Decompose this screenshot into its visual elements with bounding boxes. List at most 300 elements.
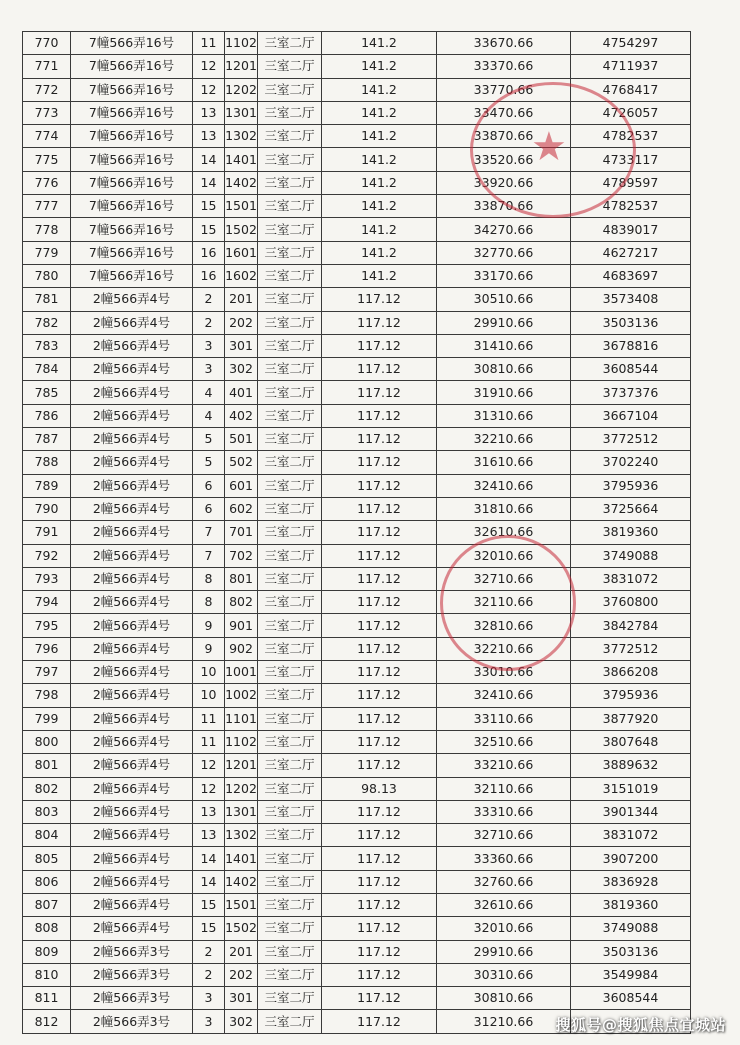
table-row (23, 497, 691, 520)
cell-area: 141.2 (322, 195, 437, 218)
cell-row-no: 780 (23, 264, 71, 287)
table-row (23, 218, 691, 241)
cell-total-price: 3608544 (571, 358, 691, 381)
cell-unit-price: 33170.66 (437, 264, 571, 287)
cell-area: 117.12 (322, 730, 437, 753)
cell-layout: 三室二厅 (258, 777, 322, 800)
cell-row-no: 774 (23, 125, 71, 148)
cell-unit-price: 32810.66 (437, 614, 571, 637)
cell-total-price: 3737376 (571, 381, 691, 404)
cell-floor: 3 (193, 334, 225, 357)
cell-total-price: 3795936 (571, 474, 691, 497)
cell-building: 2幢566弄3号 (71, 987, 193, 1010)
cell-building: 2幢566弄4号 (71, 451, 193, 474)
cell-area: 117.12 (322, 614, 437, 637)
cell-area: 141.2 (322, 32, 437, 55)
cell-building: 2幢566弄4号 (71, 637, 193, 660)
cell-unit-price: 33520.66 (437, 148, 571, 171)
cell-row-no: 796 (23, 637, 71, 660)
cell-floor: 14 (193, 148, 225, 171)
cell-layout: 三室二厅 (258, 497, 322, 520)
cell-unit-price: 31810.66 (437, 497, 571, 520)
cell-layout: 三室二厅 (258, 637, 322, 660)
cell-building: 2幢566弄4号 (71, 824, 193, 847)
cell-layout: 三室二厅 (258, 428, 322, 451)
cell-building: 2幢566弄4号 (71, 800, 193, 823)
cell-floor: 13 (193, 824, 225, 847)
table-row (23, 101, 691, 124)
cell-total-price: 3503136 (571, 311, 691, 334)
cell-row-no: 800 (23, 730, 71, 753)
cell-unit-price: 33870.66 (437, 195, 571, 218)
cell-total-price: 3503136 (571, 940, 691, 963)
cell-area: 141.2 (322, 101, 437, 124)
cell-total-price: 3549984 (571, 963, 691, 986)
cell-unit-price: 33670.66 (437, 32, 571, 55)
cell-floor: 10 (193, 661, 225, 684)
cell-total-price: 4711937 (571, 55, 691, 78)
cell-floor: 10 (193, 684, 225, 707)
cell-unit-price: 33870.66 (437, 125, 571, 148)
cell-room: 302 (225, 358, 258, 381)
table-row (23, 707, 691, 730)
cell-unit-price: 31910.66 (437, 381, 571, 404)
cell-total-price: 4683697 (571, 264, 691, 287)
cell-layout: 三室二厅 (258, 940, 322, 963)
cell-total-price: 3678816 (571, 334, 691, 357)
cell-building: 7幢566弄16号 (71, 148, 193, 171)
cell-unit-price: 34270.66 (437, 218, 571, 241)
cell-unit-price: 33370.66 (437, 55, 571, 78)
cell-floor: 6 (193, 497, 225, 520)
cell-row-no: 799 (23, 707, 71, 730)
cell-layout: 三室二厅 (258, 55, 322, 78)
cell-room: 202 (225, 963, 258, 986)
cell-floor: 5 (193, 451, 225, 474)
cell-area: 141.2 (322, 78, 437, 101)
cell-room: 301 (225, 987, 258, 1010)
table-row (23, 567, 691, 590)
cell-row-no: 797 (23, 661, 71, 684)
cell-layout: 三室二厅 (258, 78, 322, 101)
cell-room: 1201 (225, 754, 258, 777)
cell-floor: 11 (193, 730, 225, 753)
cell-unit-price: 30810.66 (437, 358, 571, 381)
cell-room: 802 (225, 591, 258, 614)
cell-floor: 2 (193, 940, 225, 963)
cell-area: 141.2 (322, 55, 437, 78)
table-row (23, 288, 691, 311)
cell-room: 1402 (225, 870, 258, 893)
cell-layout: 三室二厅 (258, 218, 322, 241)
cell-total-price: 3831072 (571, 824, 691, 847)
cell-row-no: 791 (23, 521, 71, 544)
cell-floor: 8 (193, 591, 225, 614)
table-row (23, 148, 691, 171)
cell-building: 2幢566弄3号 (71, 1010, 193, 1033)
cell-floor: 3 (193, 358, 225, 381)
cell-unit-price: 33920.66 (437, 171, 571, 194)
table-row (23, 311, 691, 334)
cell-area: 117.12 (322, 497, 437, 520)
cell-total-price: 3760800 (571, 591, 691, 614)
cell-area: 141.2 (322, 171, 437, 194)
cell-building: 7幢566弄16号 (71, 241, 193, 264)
cell-area: 117.12 (322, 334, 437, 357)
cell-building: 7幢566弄16号 (71, 32, 193, 55)
cell-room: 1301 (225, 800, 258, 823)
cell-area: 117.12 (322, 637, 437, 660)
cell-room: 302 (225, 1010, 258, 1033)
cell-unit-price: 31410.66 (437, 334, 571, 357)
cell-layout: 三室二厅 (258, 661, 322, 684)
cell-room: 1501 (225, 195, 258, 218)
cell-unit-price: 33310.66 (437, 800, 571, 823)
cell-building: 2幢566弄4号 (71, 334, 193, 357)
cell-unit-price: 33470.66 (437, 101, 571, 124)
cell-area: 117.12 (322, 754, 437, 777)
cell-layout: 三室二厅 (258, 870, 322, 893)
cell-floor: 3 (193, 987, 225, 1010)
cell-floor: 15 (193, 917, 225, 940)
cell-room: 201 (225, 940, 258, 963)
cell-room: 202 (225, 311, 258, 334)
cell-area: 117.12 (322, 824, 437, 847)
table-row (23, 428, 691, 451)
cell-area: 117.12 (322, 684, 437, 707)
cell-total-price: 4782537 (571, 125, 691, 148)
cell-total-price: 4627217 (571, 241, 691, 264)
cell-floor: 14 (193, 870, 225, 893)
cell-row-no: 803 (23, 800, 71, 823)
cell-building: 7幢566弄16号 (71, 195, 193, 218)
cell-building: 2幢566弄4号 (71, 428, 193, 451)
cell-layout: 三室二厅 (258, 404, 322, 427)
cell-area: 117.12 (322, 893, 437, 916)
cell-total-price: 3749088 (571, 917, 691, 940)
cell-row-no: 812 (23, 1010, 71, 1033)
cell-area: 117.12 (322, 847, 437, 870)
cell-layout: 三室二厅 (258, 544, 322, 567)
table-row (23, 917, 691, 940)
cell-room: 1502 (225, 218, 258, 241)
cell-area: 117.12 (322, 1010, 437, 1033)
table-row (23, 591, 691, 614)
cell-layout: 三室二厅 (258, 125, 322, 148)
cell-unit-price: 32710.66 (437, 567, 571, 590)
cell-row-no: 806 (23, 870, 71, 893)
cell-floor: 15 (193, 218, 225, 241)
cell-unit-price: 31610.66 (437, 451, 571, 474)
cell-room: 1602 (225, 264, 258, 287)
cell-total-price: 3725664 (571, 497, 691, 520)
cell-room: 502 (225, 451, 258, 474)
cell-total-price: 4782537 (571, 195, 691, 218)
cell-row-no: 790 (23, 497, 71, 520)
table-row (23, 614, 691, 637)
table-row (23, 32, 691, 55)
table-row (23, 847, 691, 870)
cell-area: 141.2 (322, 148, 437, 171)
cell-floor: 14 (193, 847, 225, 870)
price-table (22, 31, 691, 1034)
cell-layout: 三室二厅 (258, 963, 322, 986)
cell-unit-price: 32410.66 (437, 474, 571, 497)
cell-area: 117.12 (322, 800, 437, 823)
cell-room: 1001 (225, 661, 258, 684)
cell-unit-price: 33010.66 (437, 661, 571, 684)
cell-area: 117.12 (322, 963, 437, 986)
cell-building: 2幢566弄4号 (71, 358, 193, 381)
cell-area: 117.12 (322, 870, 437, 893)
cell-layout: 三室二厅 (258, 730, 322, 753)
cell-unit-price: 30510.66 (437, 288, 571, 311)
cell-total-price: 4754297 (571, 32, 691, 55)
cell-floor: 16 (193, 241, 225, 264)
cell-area: 117.12 (322, 311, 437, 334)
cell-unit-price: 33360.66 (437, 847, 571, 870)
cell-row-no: 805 (23, 847, 71, 870)
cell-total-price: 4733117 (571, 148, 691, 171)
cell-building: 2幢566弄4号 (71, 893, 193, 916)
table-row (23, 870, 691, 893)
cell-building: 7幢566弄16号 (71, 78, 193, 101)
cell-room: 501 (225, 428, 258, 451)
cell-total-price: 3842784 (571, 614, 691, 637)
cell-room: 1501 (225, 893, 258, 916)
cell-total-price: 3901344 (571, 800, 691, 823)
cell-floor: 2 (193, 311, 225, 334)
cell-unit-price: 32110.66 (437, 777, 571, 800)
cell-layout: 三室二厅 (258, 917, 322, 940)
cell-area: 117.12 (322, 567, 437, 590)
cell-layout: 三室二厅 (258, 451, 322, 474)
cell-total-price: 3608544 (571, 987, 691, 1010)
cell-total-price: 3573408 (571, 288, 691, 311)
cell-building: 2幢566弄4号 (71, 474, 193, 497)
cell-row-no: 773 (23, 101, 71, 124)
table-row (23, 264, 691, 287)
cell-layout: 三室二厅 (258, 288, 322, 311)
cell-room: 1401 (225, 847, 258, 870)
table-row (23, 800, 691, 823)
cell-layout: 三室二厅 (258, 754, 322, 777)
cell-building: 7幢566弄16号 (71, 55, 193, 78)
cell-floor: 16 (193, 264, 225, 287)
cell-room: 401 (225, 381, 258, 404)
table-row (23, 893, 691, 916)
table-row (23, 777, 691, 800)
cell-floor: 11 (193, 707, 225, 730)
cell-floor: 15 (193, 195, 225, 218)
cell-building: 2幢566弄4号 (71, 497, 193, 520)
star-seal-icon: ★ (531, 124, 567, 170)
cell-room: 201 (225, 288, 258, 311)
cell-floor: 4 (193, 404, 225, 427)
cell-room: 601 (225, 474, 258, 497)
cell-row-no: 792 (23, 544, 71, 567)
cell-total-price: 3889632 (571, 754, 691, 777)
cell-layout: 三室二厅 (258, 171, 322, 194)
cell-unit-price: 32610.66 (437, 521, 571, 544)
cell-row-no: 778 (23, 218, 71, 241)
cell-building: 2幢566弄4号 (71, 521, 193, 544)
cell-unit-price: 32710.66 (437, 824, 571, 847)
cell-area: 117.12 (322, 451, 437, 474)
cell-layout: 三室二厅 (258, 1010, 322, 1033)
cell-row-no: 771 (23, 55, 71, 78)
cell-unit-price: 33110.66 (437, 707, 571, 730)
table-row (23, 78, 691, 101)
table-row (23, 684, 691, 707)
cell-area: 141.2 (322, 264, 437, 287)
cell-building: 2幢566弄4号 (71, 591, 193, 614)
cell-row-no: 782 (23, 311, 71, 334)
cell-building: 7幢566弄16号 (71, 218, 193, 241)
cell-row-no: 786 (23, 404, 71, 427)
cell-room: 1402 (225, 171, 258, 194)
table-row (23, 963, 691, 986)
cell-row-no: 775 (23, 148, 71, 171)
table-row (23, 195, 691, 218)
cell-row-no: 783 (23, 334, 71, 357)
cell-total-price: 3702240 (571, 451, 691, 474)
cell-floor: 15 (193, 893, 225, 916)
cell-building: 2幢566弄4号 (71, 661, 193, 684)
cell-room: 701 (225, 521, 258, 544)
table-row (23, 987, 691, 1010)
table-row (23, 171, 691, 194)
table-row (23, 334, 691, 357)
cell-building: 2幢566弄4号 (71, 381, 193, 404)
cell-layout: 三室二厅 (258, 101, 322, 124)
cell-layout: 三室二厅 (258, 358, 322, 381)
cell-row-no: 793 (23, 567, 71, 590)
cell-area: 141.2 (322, 218, 437, 241)
cell-building: 2幢566弄4号 (71, 707, 193, 730)
cell-area: 117.12 (322, 544, 437, 567)
cell-floor: 4 (193, 381, 225, 404)
cell-floor: 13 (193, 101, 225, 124)
cell-area: 117.12 (322, 474, 437, 497)
cell-room: 1102 (225, 32, 258, 55)
cell-floor: 7 (193, 544, 225, 567)
cell-unit-price: 32210.66 (437, 428, 571, 451)
cell-row-no: 810 (23, 963, 71, 986)
cell-row-no: 811 (23, 987, 71, 1010)
cell-building: 2幢566弄4号 (71, 404, 193, 427)
cell-unit-price: 32770.66 (437, 241, 571, 264)
cell-row-no: 781 (23, 288, 71, 311)
cell-row-no: 804 (23, 824, 71, 847)
cell-room: 702 (225, 544, 258, 567)
cell-unit-price: 29910.66 (437, 940, 571, 963)
cell-area: 117.12 (322, 940, 437, 963)
cell-total-price: 3772512 (571, 637, 691, 660)
cell-room: 1101 (225, 707, 258, 730)
cell-row-no: 785 (23, 381, 71, 404)
watermark: 搜狐号@搜狐焦点宜城站 (555, 1016, 726, 1034)
table-row (23, 730, 691, 753)
cell-room: 1201 (225, 55, 258, 78)
cell-room: 1502 (225, 917, 258, 940)
cell-row-no: 772 (23, 78, 71, 101)
cell-layout: 三室二厅 (258, 32, 322, 55)
cell-area: 117.12 (322, 707, 437, 730)
cell-area: 117.12 (322, 358, 437, 381)
cell-area: 117.12 (322, 987, 437, 1010)
cell-floor: 2 (193, 963, 225, 986)
cell-layout: 三室二厅 (258, 195, 322, 218)
cell-floor: 12 (193, 777, 225, 800)
cell-total-price: 3831072 (571, 567, 691, 590)
table-row (23, 521, 691, 544)
cell-building: 7幢566弄16号 (71, 264, 193, 287)
cell-room: 1002 (225, 684, 258, 707)
table-row (23, 661, 691, 684)
cell-building: 7幢566弄16号 (71, 171, 193, 194)
cell-row-no: 787 (23, 428, 71, 451)
cell-floor: 3 (193, 1010, 225, 1033)
cell-floor: 12 (193, 55, 225, 78)
cell-row-no: 795 (23, 614, 71, 637)
cell-layout: 三室二厅 (258, 824, 322, 847)
cell-unit-price: 33770.66 (437, 78, 571, 101)
cell-row-no: 776 (23, 171, 71, 194)
cell-total-price: 3807648 (571, 730, 691, 753)
cell-building: 2幢566弄4号 (71, 567, 193, 590)
cell-row-no: 798 (23, 684, 71, 707)
cell-unit-price: 32210.66 (437, 637, 571, 660)
cell-layout: 三室二厅 (258, 381, 322, 404)
cell-unit-price: 32410.66 (437, 684, 571, 707)
cell-row-no: 788 (23, 451, 71, 474)
table-row (23, 358, 691, 381)
cell-total-price: 3836928 (571, 870, 691, 893)
table-row (23, 824, 691, 847)
cell-total-price: 3667104 (571, 404, 691, 427)
table-row (23, 381, 691, 404)
cell-building: 2幢566弄4号 (71, 917, 193, 940)
table-row (23, 241, 691, 264)
cell-building: 2幢566弄4号 (71, 870, 193, 893)
cell-row-no: 777 (23, 195, 71, 218)
table-row (23, 637, 691, 660)
cell-layout: 三室二厅 (258, 987, 322, 1010)
table-row (23, 125, 691, 148)
cell-room: 602 (225, 497, 258, 520)
cell-room: 1102 (225, 730, 258, 753)
cell-total-price: 3877920 (571, 707, 691, 730)
cell-total-price: 3866208 (571, 661, 691, 684)
cell-area: 141.2 (322, 241, 437, 264)
cell-total-price: 3819360 (571, 893, 691, 916)
cell-unit-price: 32010.66 (437, 917, 571, 940)
cell-building: 2幢566弄4号 (71, 288, 193, 311)
table-row (23, 55, 691, 78)
cell-room: 901 (225, 614, 258, 637)
price-table-body (23, 32, 691, 1034)
cell-unit-price: 30810.66 (437, 987, 571, 1010)
table-row (23, 404, 691, 427)
cell-area: 117.12 (322, 661, 437, 684)
cell-unit-price: 32510.66 (437, 730, 571, 753)
cell-layout: 三室二厅 (258, 567, 322, 590)
cell-row-no: 808 (23, 917, 71, 940)
cell-row-no: 802 (23, 777, 71, 800)
cell-building: 2幢566弄3号 (71, 963, 193, 986)
cell-floor: 12 (193, 78, 225, 101)
